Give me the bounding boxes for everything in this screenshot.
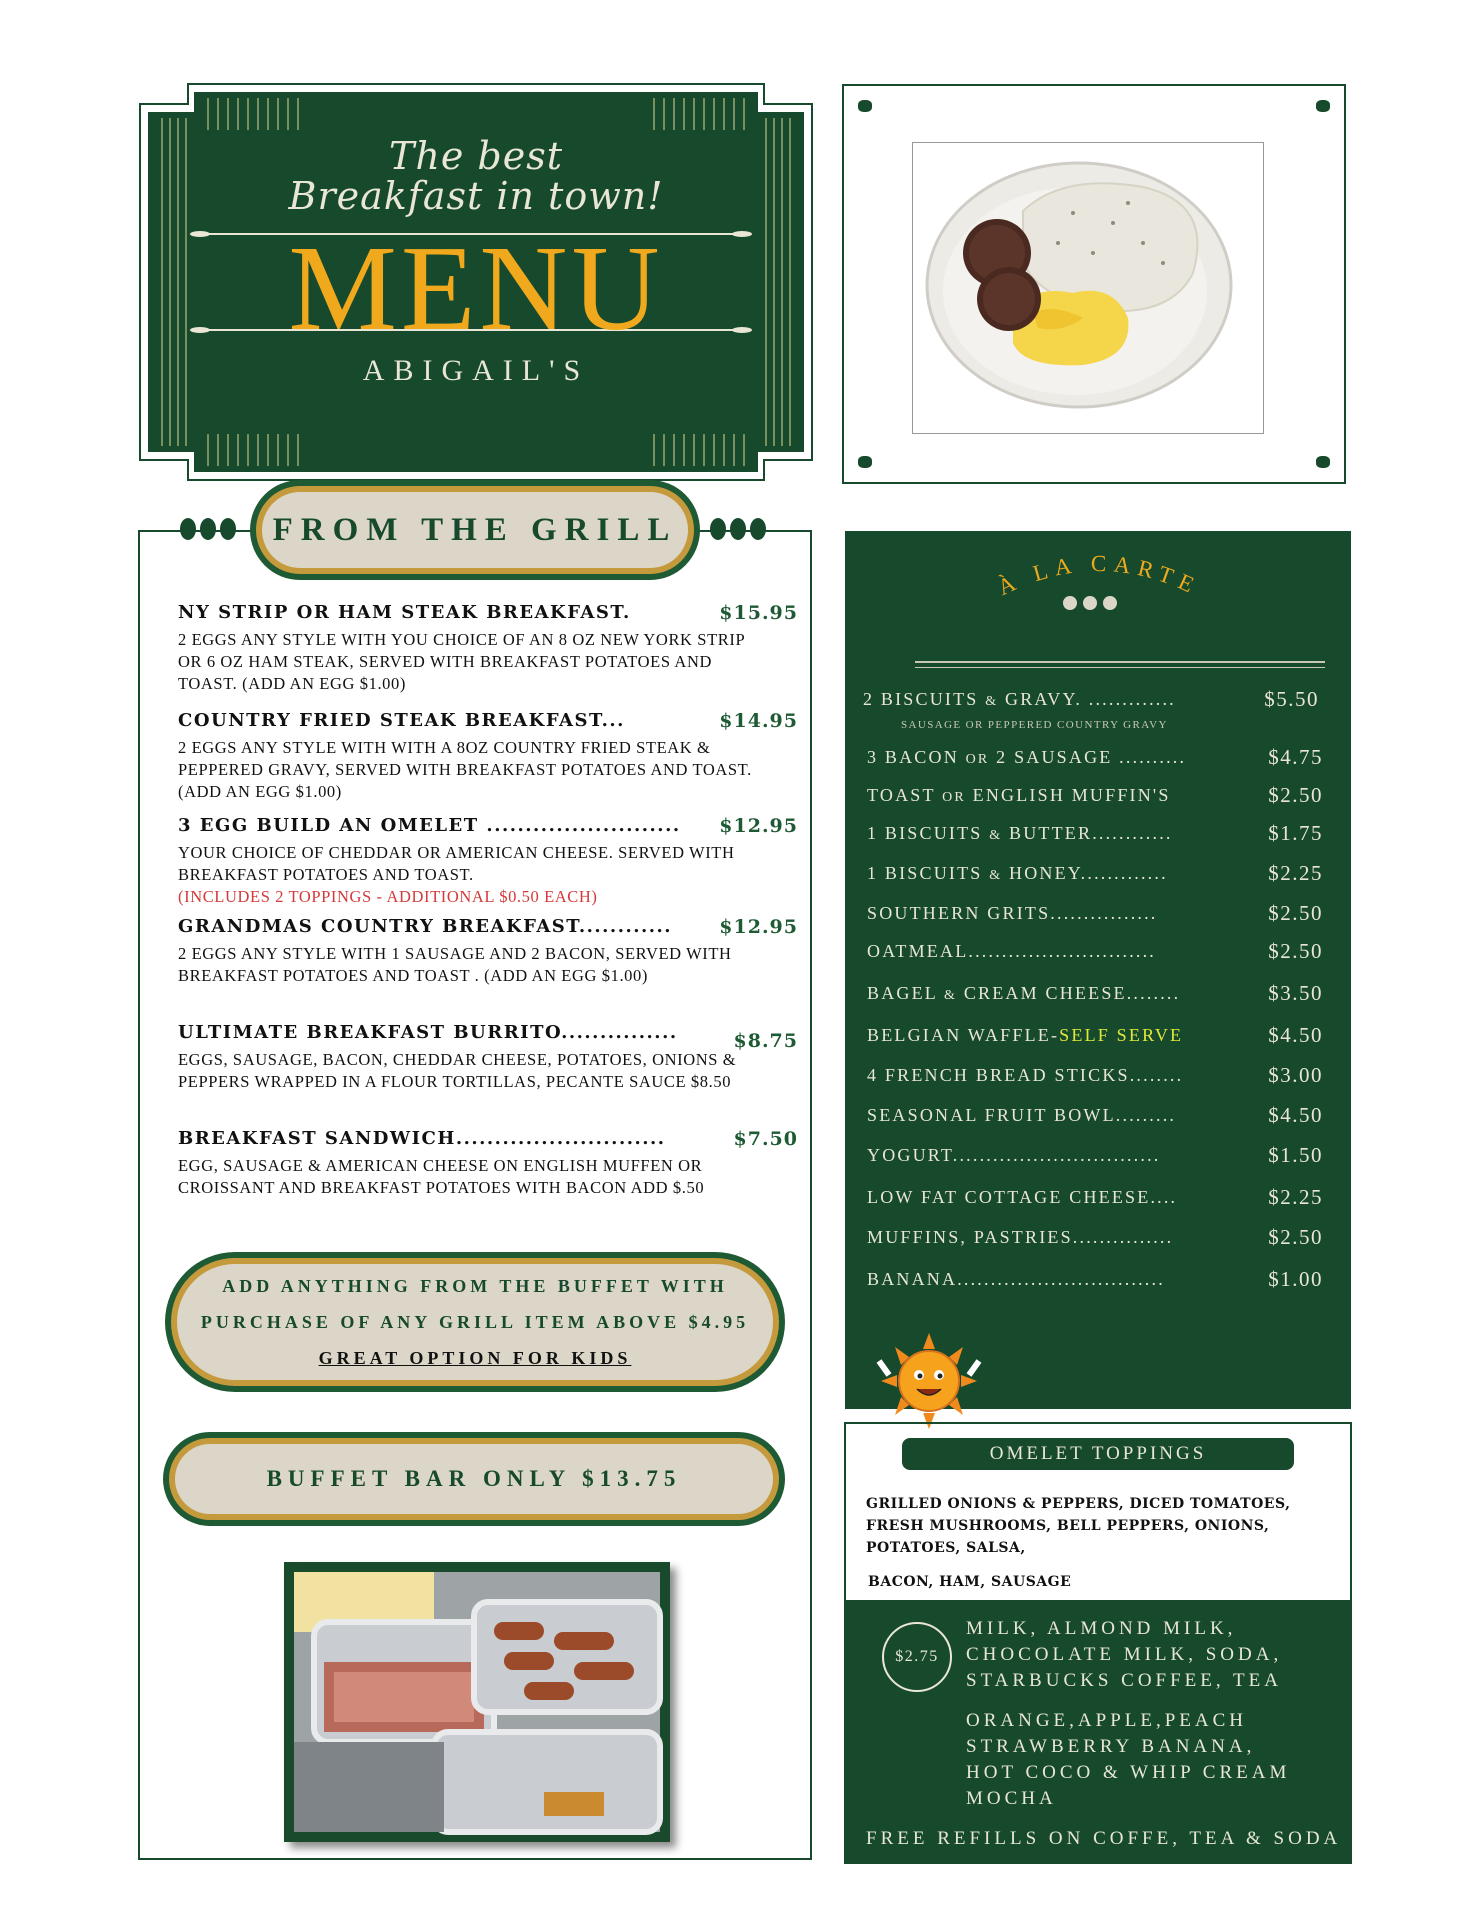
item-price: $8.75 (733, 1030, 798, 1052)
a-la-carte-item: 1 BISCUITS & HONEY............. $2.25 (867, 861, 1323, 885)
item-name: 3 EGG BUILD AN OMELET ......................... (178, 815, 681, 836)
free-refills-note: FREE REFILLS ON COFFE, TEA & SODA (866, 1828, 1342, 1849)
a-la-carte-item: 1 BISCUITS & BUTTER............ $1.75 (867, 821, 1323, 845)
item-price: $4.50 (1268, 1103, 1323, 1127)
drink-line: CHOCOLATE MILK, SODA, (966, 1644, 1283, 1665)
a-la-carte-item: 2 BISCUITS & GRAVY. ............. $5.50 (863, 687, 1319, 711)
item-price: $1.00 (1268, 1267, 1323, 1291)
item-price: $3.50 (1268, 981, 1323, 1005)
item-name: COUNTRY FRIED STEAK BREAKFAST... (178, 710, 625, 731)
item-price: $1.75 (1268, 821, 1323, 845)
drink-line: HOT COCO & WHIP CREAM (966, 1762, 1291, 1783)
item-price: $4.75 (1268, 745, 1323, 769)
decorative-dots-right (710, 518, 766, 542)
addon-line-1: ADD ANYTHING FROM THE BUFFET WITH (222, 1276, 728, 1296)
item-note: (INCLUDES 2 TOPPINGS - ADDITIONAL $0.50 EACH) (178, 887, 598, 906)
item-price: $15.95 (719, 602, 798, 624)
toppings-line: POTATOES, SALSA, (866, 1540, 1026, 1556)
menu-header-sign (138, 82, 814, 482)
item-description: EGG, SAUSAGE & AMERICAN CHEESE ON ENGLISH MUFFEN OR CROISSANT AND BREAKFAST POTATOES WITH BACON ADD $.50 (178, 1156, 705, 1197)
item-description: 2 EGGS ANY STYLE WITH WITH A 8OZ COUNTRY FRIED STEAK & PEPPERED GRAVY, SERVED WITH BREAKFAST POTATOES AND TOAST. (ADD AN EGG $1.00) (178, 738, 752, 801)
addon-line-2: PURCHASE OF ANY GRILL ITEM ABOVE $4.95 (200, 1312, 750, 1332)
menu-title: MENU (288, 221, 664, 356)
grill-item (178, 815, 798, 908)
a-la-carte-item: 4 FRENCH BREAD STICKS........ $3.00 (867, 1063, 1323, 1087)
drinks-panel (844, 1602, 1352, 1864)
brand-name: ABIGAIL'S (362, 354, 590, 387)
item-price: $2.50 (1268, 783, 1323, 807)
item-price: $5.50 (1264, 687, 1319, 711)
item-name: BREAKFAST SANDWICH........................... (178, 1128, 666, 1149)
omelet-toppings-box (844, 1422, 1352, 1602)
item-description: YOUR CHOICE OF CHEDDAR OR AMERICAN CHEESE. SERVED WITH BREAKFAST POTATOES AND TOAST. (178, 843, 735, 884)
a-la-carte-item: MUFFINS, PASTRIES............... $2.50 (867, 1225, 1323, 1249)
grill-item (178, 1128, 798, 1199)
corner-dot (858, 456, 872, 468)
item-price: $2.50 (1268, 901, 1323, 925)
item-price: $2.25 (1268, 861, 1323, 885)
buffet-addon-banner (165, 1252, 785, 1392)
item-name: GRANDMAS COUNTRY BREAKFAST............ (178, 916, 673, 937)
buffet-bar-banner (163, 1432, 785, 1526)
a-la-carte-item: 3 BACON OR 2 SAUSAGE .......... $4.75 (867, 745, 1323, 769)
item-price: $12.95 (719, 815, 798, 837)
corner-dot (858, 100, 872, 112)
item-price: $7.50 (733, 1128, 798, 1150)
toppings-line: GRILLED ONIONS & PEPPERS, DICED TOMATOES, (866, 1496, 1291, 1512)
drink-line: STARBUCKS COFFEE, TEA (966, 1670, 1282, 1691)
grill-item (178, 710, 798, 803)
item-description: 2 EGGS ANY STYLE WITH YOU CHOICE OF AN 8 OZ NEW YORK STRIP OR 6 OZ HAM STEAK, SERVED WITH BREAKFAST POTATOES AND TOAST. (ADD AN EGG $1.00) (178, 630, 745, 693)
item-name: ULTIMATE BREAKFAST BURRITO............... (178, 1022, 678, 1043)
drinks-price-badge: $2.75 (882, 1622, 952, 1692)
buffet-bar-label: BUFFET BAR ONLY $13.75 (266, 1466, 682, 1491)
a-la-carte-item: BANANA............................... $1.00 (867, 1267, 1323, 1291)
item-price: $14.95 (719, 710, 798, 732)
a-la-carte-item: TOAST OR ENGLISH MUFFIN'S $2.50 (867, 783, 1323, 807)
tagline-line-1: The best (389, 134, 563, 178)
a-la-carte-panel (845, 531, 1351, 1409)
grill-item (178, 602, 798, 695)
item-price: $1.50 (1268, 1143, 1323, 1167)
a-la-carte-item: SEASONAL FRUIT BOWL......... $4.50 (867, 1103, 1323, 1127)
from-the-grill-banner (250, 480, 700, 580)
a-la-carte-title: À LA CARTE (993, 550, 1205, 601)
grill-item (178, 916, 798, 987)
breakfast-photo-frame (842, 84, 1346, 484)
item-description: EGGS, SAUSAGE, BACON, CHEDDAR CHEESE, POTATOES, ONIONS & PEPPERS WRAPPED IN A FLOUR TORTILLAS, PECANTE SAUCE $8.50 (178, 1050, 737, 1091)
omelet-toppings-title: OMELET TOPPINGS (902, 1438, 1294, 1470)
item-name: NY STRIP OR HAM STEAK BREAKFAST. (178, 602, 631, 623)
item-description: 2 EGGS ANY STYLE WITH 1 SAUSAGE AND 2 BACON, SERVED WITH BREAKFAST POTATOES AND TOAST . (ADD AN EGG $1.00) (178, 944, 732, 985)
item-price: $2.50 (1268, 939, 1323, 963)
item-price: $4.50 (1268, 1023, 1323, 1047)
svg-text:À LA CARTE (994, 551, 1204, 600)
drink-line: MOCHA (966, 1788, 1057, 1809)
a-la-carte-item: BAGEL & CREAM CHEESE........ $3.50 (867, 981, 1323, 1005)
grill-item (178, 1022, 798, 1093)
item-price: $12.95 (719, 916, 798, 938)
item-price: $3.00 (1268, 1063, 1323, 1087)
drink-line: ORANGE,APPLE,PEACH (966, 1710, 1248, 1731)
corner-dot (1316, 100, 1330, 112)
a-la-carte-item: LOW FAT COTTAGE CHEESE.... $2.25 (867, 1185, 1323, 1209)
divider (915, 667, 1325, 668)
a-la-carte-title-arc (845, 531, 1351, 641)
a-la-carte-item: OATMEAL............................ $2.50 (867, 939, 1323, 963)
item-price: $2.25 (1268, 1185, 1323, 1209)
corner-dot (1316, 456, 1330, 468)
decorative-dots-left (180, 518, 236, 542)
gravy-note: SAUSAGE OR PEPPERED COUNTRY GRAVY (901, 719, 1168, 731)
a-la-carte-item: BELGIAN WAFFLE-SELF SERVE $4.50 (867, 1023, 1323, 1047)
a-la-carte-item: YOGURT............................... $1.50 (867, 1143, 1323, 1167)
biscuits-gravy-photo (912, 142, 1264, 434)
a-la-carte-item: SOUTHERN GRITS................ $2.50 (867, 901, 1323, 925)
drink-line: STRAWBERRY BANANA, (966, 1736, 1256, 1757)
addon-kids-note: GREAT OPTION FOR KIDS (318, 1348, 632, 1368)
buffet-photo (284, 1562, 670, 1842)
drink-line: MILK, ALMOND MILK, (966, 1618, 1237, 1639)
divider (915, 661, 1325, 663)
tagline-line-2: Breakfast in town! (288, 174, 664, 218)
toppings-line: BACON, HAM, SAUSAGE (868, 1574, 1072, 1590)
toppings-line: FRESH MUSHROOMS, BELL PEPPERS, ONIONS, (866, 1518, 1270, 1534)
item-price: $2.50 (1268, 1225, 1323, 1249)
section-title: FROM THE GRILL (272, 511, 678, 548)
